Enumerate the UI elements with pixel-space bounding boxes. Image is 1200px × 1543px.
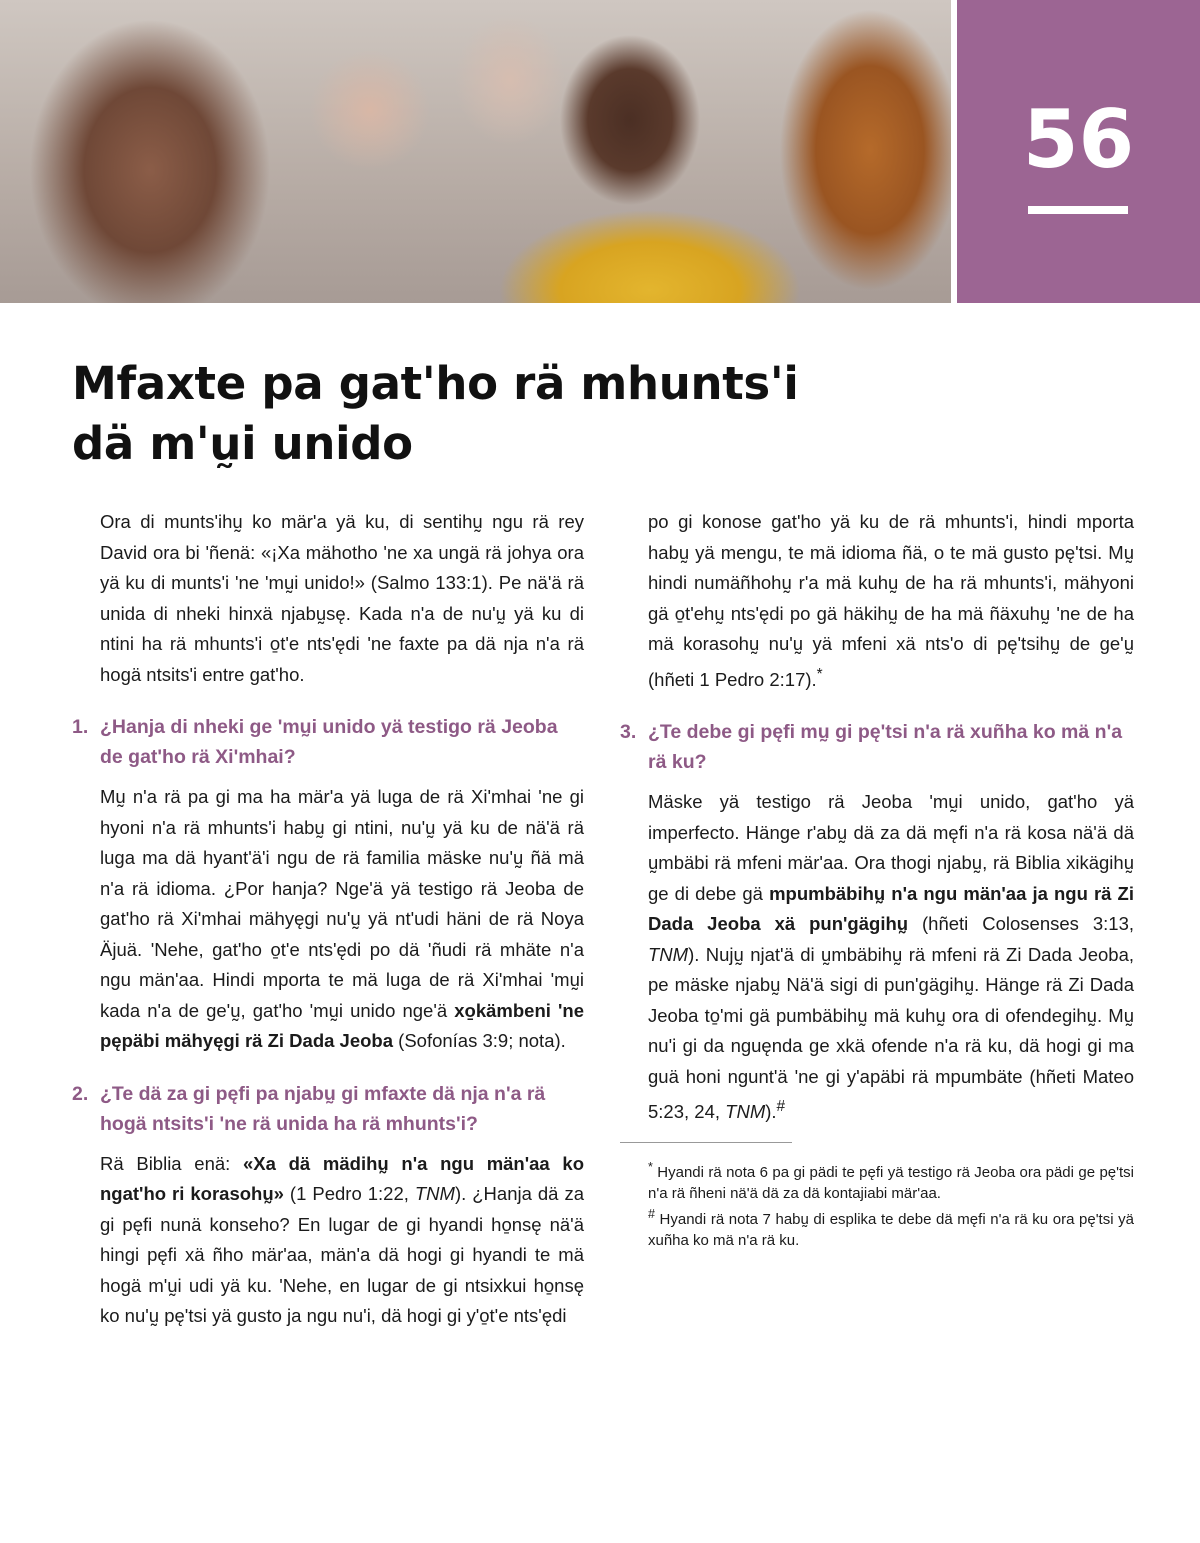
question-3-number: 3. [620, 721, 637, 744]
footnote-2: # Hyandi rä nota 7 habṵ di esplika te debe dä męfi n'a rä ku ora pę'tsi yä xuñha ko mä n'a rä ku. [648, 1206, 1134, 1249]
footnote-ref-star[interactable]: * [816, 665, 823, 683]
section-2-paragraph-continued: po gi konose gat'ho yä ku de rä mhunts'i, hindi mporta habṵ yä mengu, te mä idioma ñä, o te mä gusto pę'tsi. Mṵ hindi numäñhohṵ r'a mä kuhṵ de ha rä mhunts'i, mähyoni gä o̱t'ehṵ nts'ędi po gä häkihṵ de ha mä ñäxuhṵ 'ne de ha mä korasohṵ nu'ṵ yä mfeni xä nts'o di pę'tsihṵ de ge'ṵ (hñeti 1 Pedro 2:17).* [648, 511, 1134, 690]
question-1 [72, 712, 584, 772]
question-2-number: 2. [72, 1082, 89, 1105]
question-1-text: ¿Hanja di nheki ge 'mṵi unido yä testigo rä Jeoba de gat'ho rä Xi'mhai? [100, 716, 558, 768]
lesson-number-box [957, 0, 1200, 303]
question-3-text: ¿Te debe gi pęfi mṵ gi pę'tsi n'a rä xuñha ko mä n'a rä ku? [648, 721, 1123, 774]
footnote-1: * Hyandi rä nota 6 pa gi pädi te pęfi yä testigo rä Jeoba ora pädi ge pę'tsi n'a rä ñheni nä'ä dä za dä kontajiabi mär'aa. [648, 1159, 1134, 1202]
footnote-divider [620, 1142, 792, 1143]
left-column [72, 507, 584, 1332]
section-3-paragraph: Mäske yä testigo rä Jeoba 'mṵi unido, gat'ho yä imperfecto. Hänge r'abṵ dä za dä męfi n'a rä kosa nä'ä dä ṵmbäbi rä mfeni mär'aa. Ora thogi njabṵ, rä Biblia xikägihṵ ge di debe gä mpumbäbihṵ n'a ngu män'aa ja ngu rä Zi Dada Jeoba xä pun'gägihṵ (hñeti Colosenses 3:13, TNM). Nujṵ njat'ä di ṵmbäbihṵ rä mfeni rä Zi Dada Jeoba, pe mäske njabṵ Nä'ä sigi di pun'gägihṵ. Hänge rä Zi Dada Jeoba to̱'mi gä pumbäbihṵ mä kuhṵ ora di ofendegihṵ. Mṵ nu'i gi da nguęnda ge xkä ofende n'a rä ku, dä hogi gi ma guä honi ngunt'ä 'ne gi y'apäbi rä mpumbäte (hñeti Mateo 5:23, 24, TNM).# [648, 791, 1134, 1123]
title-line-2: dä m'ṵi unido [72, 417, 413, 470]
section-2-bold-phrase: «Xa dä mädihṵ n'a ngu män'aa ko ngat'ho ri korasohṵ» [100, 1152, 585, 1204]
section-1-bold-phrase: xo̱kämbeni 'ne pępäbi mähyęgi rä Zi Dada Jeoba [100, 999, 584, 1051]
question-3 [620, 717, 1134, 777]
section-3-bold-phrase: mpumbäbihṵ n'a ngu män'aa ja ngu rä Zi Dada Jeoba xä pun'gägihṵ [648, 882, 1134, 935]
lesson-number-underline [1028, 206, 1128, 214]
lesson-number: 56 [1022, 93, 1135, 186]
intro-paragraph: Ora di munts'ihṵ ko mär'a yä ku, di sentihṵ ngu rä rey David ora bi 'ñenä: «¡Xa mähotho 'ne xa ungä rä johya ora yä ku di munts'i 'ne 'mṵi unido!» (Salmo 133:1). Pe nä'ä rä unida di nheki hinxä njabṵsę. Kada n'a de nu'ṵ yä ku di ntini ha rä mhunts'i o̱t'e nts'ędi 'ne faxte pa dä nja n'a rä hogä ntsits'i entre gat'ho. [100, 511, 584, 685]
question-1-number: 1. [72, 716, 89, 738]
hero-photo [0, 0, 951, 303]
page-title [72, 354, 892, 474]
question-2 [72, 1079, 584, 1139]
section-1-paragraph: Mṵ n'a rä pa gi ma ha mär'a yä luga de rä Xi'mhai 'ne gi hyoni n'a rä mhunts'i habṵ gi ntini, nu'ṵ yä ku de nä'ä rä luga ma dä hyant'ä'i ngu de rä familia mäske nu'ṵ ñä mä n'a rä idioma. ¿Por hanja? Nge'ä yä testigo rä Jeoba de gat'ho rä Xi'mhai mähyęgi nu'ṵ yä nt'udi häni de rä Noya Äjuä. 'Nehe, gat'ho o̱t'e nts'ędi po dä 'ñudi rä mhäte n'a ngu män'aa. Hindi mporta te mä luga de rä Xi'mhai 'mṵi kada n'a de ge'ṵ, gat'ho 'mṵi unido nge'ä xo̱kämbeni 'ne pępäbi mähyęgi rä Zi Dada Jeoba (Sofonías 3:9; nota). [100, 786, 584, 1051]
title-line-1: Mfaxte pa gat'ho rä mhunts'i [72, 357, 799, 410]
right-column [620, 507, 1134, 1251]
footnote-ref-hash[interactable]: # [776, 1098, 786, 1116]
question-2-text: ¿Te dä za gi pęfi pa njabṵ gi mfaxte dä nja n'a rä hogä ntsits'i 'ne rä unida ha rä mhunts'i? [100, 1082, 546, 1135]
section-2-paragraph: Rä Biblia enä: «Xa dä mädihṵ n'a ngu män'aa ko ngat'ho ri korasohṵ» (1 Pedro 1:22, TNM). ¿Hanja dä za gi pęfi nunä konseho? En lugar de gi hyandi ho̱nsę nä'ä hingi pęfi xä ñho mär'aa, män'a dä hogi gi hyandi te mä hogä m'ṵi udi yä ku. 'Nehe, en lugar de gi ntsixkui ho̱nsę ko nu'ṵ pę'tsi yä gusto ja ngu nu'i, dä hogi gi y'o̱t'e nts'ędi [100, 1152, 585, 1326]
